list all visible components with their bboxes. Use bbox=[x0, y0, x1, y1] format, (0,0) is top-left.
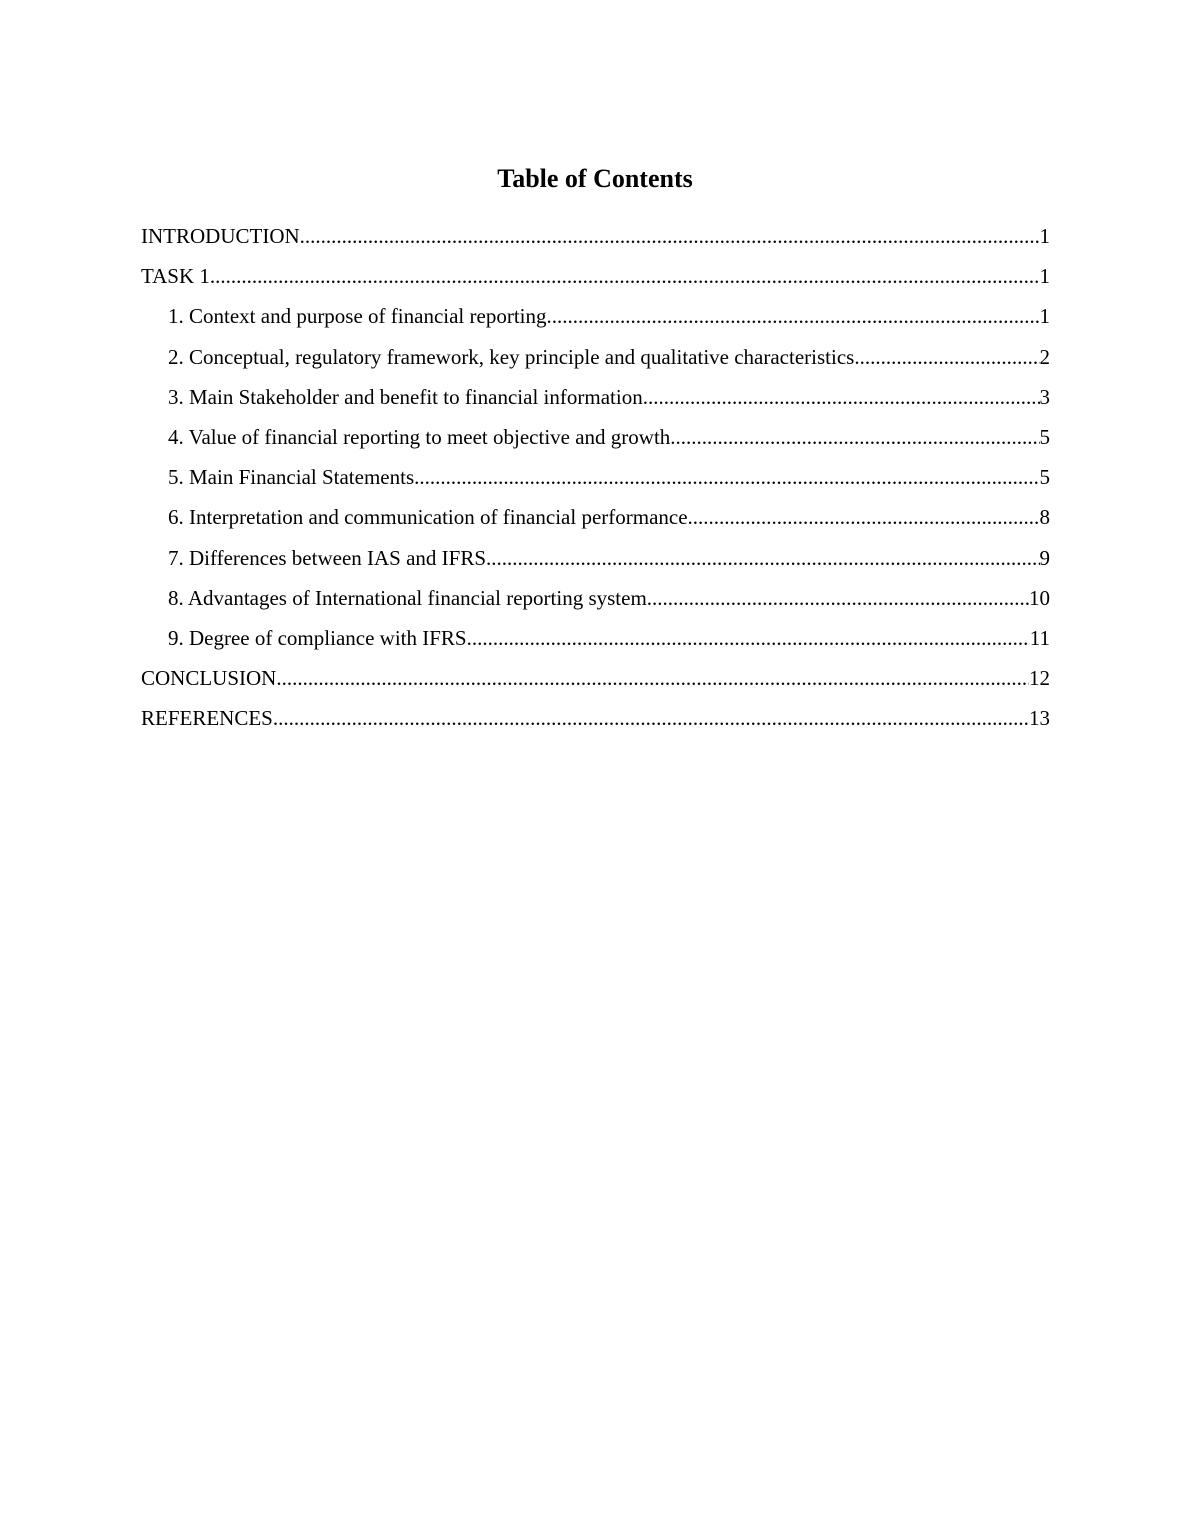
toc-dot-leader bbox=[273, 702, 1029, 734]
toc-entry-page-number: 3 bbox=[1039, 384, 1050, 409]
toc-entry-label: 6. Interpretation and communication of financial performance bbox=[168, 505, 688, 530]
toc-dot-leader bbox=[643, 381, 1040, 413]
toc-entry-interpretation[interactable] bbox=[141, 501, 1050, 541]
toc-entry-ias-ifrs-differences[interactable] bbox=[141, 542, 1050, 582]
toc-entry-page-number: 11 bbox=[1029, 625, 1050, 650]
toc-entry-main-stakeholder[interactable] bbox=[141, 381, 1050, 421]
toc-dot-leader bbox=[276, 662, 1029, 694]
toc-title: Table of Contents bbox=[497, 164, 693, 193]
toc-entry-advantages[interactable] bbox=[141, 582, 1050, 622]
toc-entry-label: 7. Differences between IAS and IFRS bbox=[168, 545, 487, 570]
toc-entry-label: 1. Context and purpose of financial reporting bbox=[168, 304, 547, 329]
toc-entry-label: TASK 1 bbox=[141, 264, 210, 289]
toc-entry-page-number: 13 bbox=[1029, 706, 1050, 731]
toc-entry-page-number: 12 bbox=[1029, 666, 1050, 691]
toc-dot-leader bbox=[414, 461, 1039, 493]
toc-entry-conceptual-framework[interactable] bbox=[141, 341, 1050, 381]
toc-entry-label: INTRODUCTION bbox=[141, 224, 300, 248]
toc-dot-leader bbox=[670, 421, 1039, 453]
toc-entry-page-number: 5 bbox=[1039, 465, 1050, 490]
toc-entry-context-purpose[interactable] bbox=[141, 300, 1050, 340]
toc-entry-page-number: 1 bbox=[1039, 264, 1050, 289]
toc-entry-label: REFERENCES bbox=[141, 706, 273, 731]
toc-dot-leader bbox=[647, 582, 1029, 614]
toc-entry-introduction[interactable] bbox=[141, 220, 1050, 260]
toc-dot-leader bbox=[688, 501, 1040, 533]
toc-entry-label: 3. Main Stakeholder and benefit to financial information bbox=[168, 384, 643, 409]
toc-dot-leader bbox=[300, 220, 1040, 252]
toc-dot-leader bbox=[467, 622, 1030, 654]
toc-entry-label: 5. Main Financial Statements bbox=[168, 465, 415, 490]
toc-entry-page-number: 9 bbox=[1039, 545, 1050, 570]
toc-entry-conclusion[interactable] bbox=[141, 662, 1050, 702]
toc-entry-page-number: 10 bbox=[1029, 585, 1050, 610]
toc-entry-label: CONCLUSION bbox=[141, 666, 277, 691]
toc-list bbox=[141, 220, 1050, 742]
toc-dot-leader bbox=[210, 260, 1040, 292]
toc-entry-label: 8. Advantages of International financial reporting system bbox=[168, 585, 647, 610]
toc-dot-leader bbox=[546, 300, 1039, 332]
toc-dot-leader bbox=[486, 542, 1039, 574]
toc-entry-page-number: 1 bbox=[1039, 224, 1050, 248]
toc-dot-leader bbox=[854, 341, 1039, 373]
toc-entry-page-number: 5 bbox=[1039, 424, 1050, 449]
toc-entry-page-number: 2 bbox=[1039, 344, 1050, 369]
toc-entry-references[interactable] bbox=[141, 702, 1050, 742]
toc-entry-compliance[interactable] bbox=[141, 622, 1050, 662]
toc-entry-label: 2. Conceptual, regulatory framework, key principle and qualitative characteristics bbox=[168, 344, 855, 369]
toc-entry-label: 4. Value of financial reporting to meet objective and growth bbox=[168, 424, 671, 449]
toc-entry-main-statements[interactable] bbox=[141, 461, 1050, 501]
toc-entry-page-number: 8 bbox=[1039, 505, 1050, 530]
toc-entry-value-of-reporting[interactable] bbox=[141, 421, 1050, 461]
toc-entry-page-number: 1 bbox=[1039, 304, 1050, 329]
toc-entry-task-1[interactable] bbox=[141, 260, 1050, 300]
toc-entry-label: 9. Degree of compliance with IFRS bbox=[168, 625, 467, 650]
